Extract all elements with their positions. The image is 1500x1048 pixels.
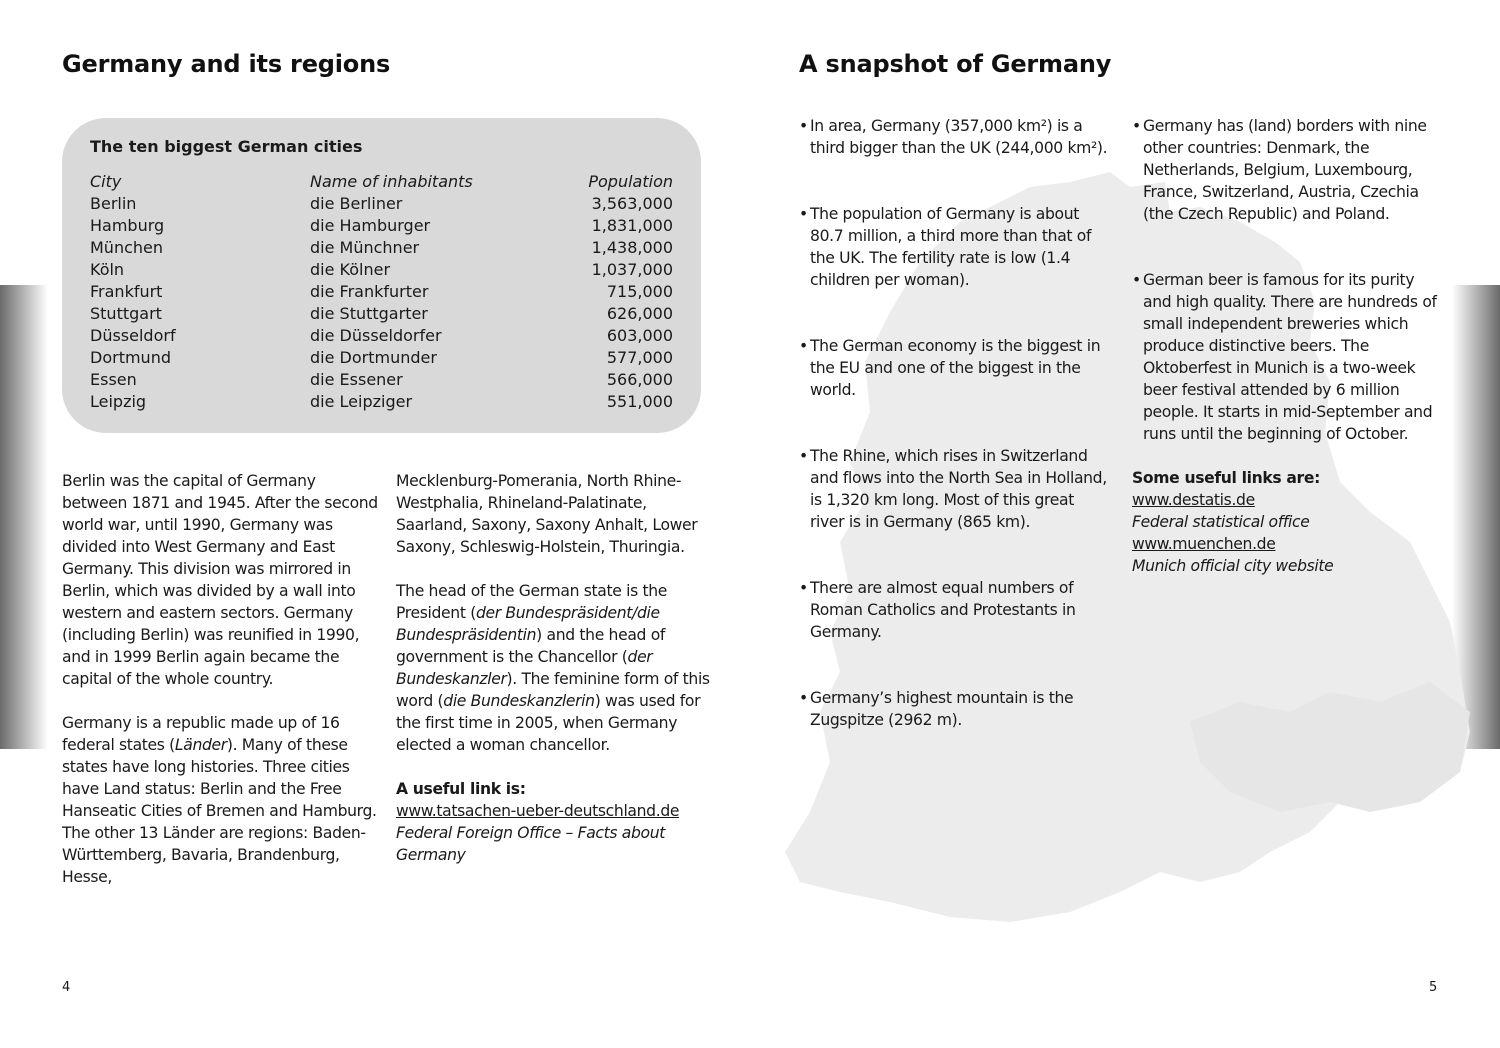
- inhabitants-name: die Düsseldorfer: [310, 326, 442, 345]
- city-name: Düsseldorf: [90, 326, 176, 345]
- tatsachen-link-description: Federal Foreign Office – Facts about Germany: [396, 824, 666, 864]
- text-run-italic: der Bundespräsident/die Bundespräsidentin: [396, 604, 660, 644]
- cities-table: [90, 171, 673, 413]
- inhabitants-name: die Münchner: [310, 238, 420, 257]
- cities-box-title: The ten biggest German cities: [90, 137, 363, 156]
- bullet-list-column-2: [1132, 115, 1442, 577]
- page-title: Germany and its regions: [62, 50, 391, 78]
- population-value: 566,000: [606, 370, 673, 389]
- population-value: 551,000: [606, 392, 673, 411]
- page-number: 4: [62, 980, 71, 995]
- city-name: Köln: [90, 260, 125, 279]
- tatsachen-link[interactable]: www.tatsachen-ueber-deutschland.de: [396, 802, 680, 820]
- table-row: [90, 347, 673, 369]
- city-name: Stuttgart: [90, 304, 162, 323]
- inhabitants-name: die Berliner: [310, 194, 403, 213]
- right-page: [750, 0, 1500, 1048]
- city-name: Berlin: [90, 194, 137, 213]
- inhabitants-name: die Frankfurter: [310, 282, 429, 301]
- table-row: [90, 259, 673, 281]
- population-value: 626,000: [606, 304, 673, 323]
- population-value: 1,831,000: [591, 216, 673, 235]
- header-inhabitants: Name of inhabitants: [310, 172, 473, 191]
- table-row: [90, 193, 673, 215]
- list-item: • There are almost equal numbers of Roman Catholics and Protestants in Germany.: [799, 577, 1109, 643]
- population-value: 1,037,000: [591, 260, 673, 279]
- destatis-link[interactable]: www.destatis.de: [1132, 491, 1255, 509]
- city-name: München: [90, 238, 164, 257]
- useful-links-heading: Some useful links are:: [1132, 469, 1321, 487]
- page-title: A snapshot of Germany: [799, 50, 1112, 78]
- paragraph-berlin-history: Berlin was the capital of Germany between 1871 and 1945. After the second world war, until 1990, Germany was divided into West Germany and East Germany. This division was mirrored in Berlin, which was divided by a wall into western and eastern sectors. Germany (including Berlin) was reunified in 1990, and in 1999 Berlin again became the capital of the whole country.: [62, 472, 378, 688]
- list-item: • Germany has (land) borders with nine other countries: Denmark, the Netherlands, Belgium, Luxembourg, France, Switzerland, Austria, Czechia (the Czech Republic) and Poland.: [1132, 115, 1442, 225]
- text-run-italic: der Bundeskanzler: [396, 648, 653, 688]
- table-row: [90, 325, 673, 347]
- body-column-2: [396, 470, 714, 866]
- population-value: 715,000: [606, 282, 673, 301]
- population-value: 3,563,000: [591, 194, 673, 213]
- text-run: ) and the head of government is the Chancellor (: [396, 626, 666, 666]
- text-run: The head of the German state is the President (: [396, 582, 667, 622]
- paragraph-federal-states: [62, 712, 382, 888]
- table-header-row: [90, 171, 673, 193]
- text-run: ). The feminine form of this word (: [396, 670, 710, 710]
- useful-link-block: [396, 778, 714, 866]
- text-run: ) was used for the first time in 2005, when Germany elected a woman chancellor.: [396, 692, 701, 754]
- text-run-italic: Länder: [174, 736, 227, 754]
- list-item: • German beer is famous for its purity and high quality. There are hundreds of small independent breweries which produce distinctive beers. The Oktoberfest in Munich is a two-week beer festival attended by 6 million people. It starts in mid-September and runs until the beginning of October.: [1132, 269, 1442, 445]
- table-row: [90, 215, 673, 237]
- page-number: 5: [1429, 980, 1438, 995]
- inhabitants-name: die Dortmunder: [310, 348, 437, 367]
- text-run: Germany is a republic made up of 16 federal states (: [62, 714, 340, 754]
- city-name: Dortmund: [90, 348, 171, 367]
- list-item: • In area, Germany (357,000 km²) is a third bigger than the UK (244,000 km²).: [799, 115, 1109, 159]
- text-run-italic: die Bundeskanzlerin: [443, 692, 595, 710]
- table-row: [90, 369, 673, 391]
- inhabitants-name: die Kölner: [310, 260, 391, 279]
- list-item: • The German economy is the biggest in the EU and one of the biggest in the world.: [799, 335, 1109, 401]
- inhabitants-name: die Essener: [310, 370, 403, 389]
- muenchen-link-description: Munich official city website: [1132, 557, 1334, 575]
- list-item: • The population of Germany is about 80.7 million, a third more than that of the UK. The fertility rate is low (1.4 children per woman).: [799, 203, 1109, 291]
- inhabitants-name: die Leipziger: [310, 392, 413, 411]
- city-name: Essen: [90, 370, 137, 389]
- cities-box: [62, 118, 701, 433]
- destatis-link-description: Federal statistical office: [1132, 513, 1310, 531]
- inhabitants-name: die Stuttgarter: [310, 304, 428, 323]
- paragraph-states-list: Mecklenburg-Pomerania, North Rhine-Westphalia, Rhineland-Palatinate, Saarland, Saxony, Saxony Anhalt, Lower Saxony, Schleswig-Holstein, Thuringia.: [396, 472, 698, 556]
- body-column-1: [62, 470, 382, 910]
- city-name: Leipzig: [90, 392, 147, 411]
- list-item: • Germany’s highest mountain is the Zugspitze (2962 m).: [799, 687, 1109, 731]
- useful-link-heading: A useful link is:: [396, 780, 526, 798]
- population-value: 603,000: [606, 326, 673, 345]
- header-city: City: [90, 172, 122, 191]
- paragraph-head-of-state: [396, 580, 714, 756]
- header-population: Population: [588, 172, 673, 191]
- bullet-list-column-1: [799, 115, 1109, 775]
- list-item: • The Rhine, which rises in Switzerland and flows into the North Sea in Holland, is 1,320 km long. Most of this great river is in Germany (865 km).: [799, 445, 1109, 533]
- table-row: [90, 303, 673, 325]
- population-value: 1,438,000: [591, 238, 673, 257]
- population-value: 577,000: [606, 348, 673, 367]
- useful-links-block: [1132, 467, 1442, 577]
- muenchen-link[interactable]: www.muenchen.de: [1132, 535, 1276, 553]
- table-row: [90, 391, 673, 413]
- text-run: ). Many of these states have long histories. Three cities have Land status: Berlin and the Free Hanseatic Cities of Bremen and Hamburg. The other 13 Länder are regions: Baden-Württemberg, Bavaria, Brandenburg, Hesse,: [62, 736, 377, 886]
- page-edge-gradient: [0, 285, 48, 749]
- table-row: [90, 281, 673, 303]
- inhabitants-name: die Hamburger: [310, 216, 431, 235]
- table-row: [90, 237, 673, 259]
- city-name: Hamburg: [90, 216, 165, 235]
- city-name: Frankfurt: [90, 282, 163, 301]
